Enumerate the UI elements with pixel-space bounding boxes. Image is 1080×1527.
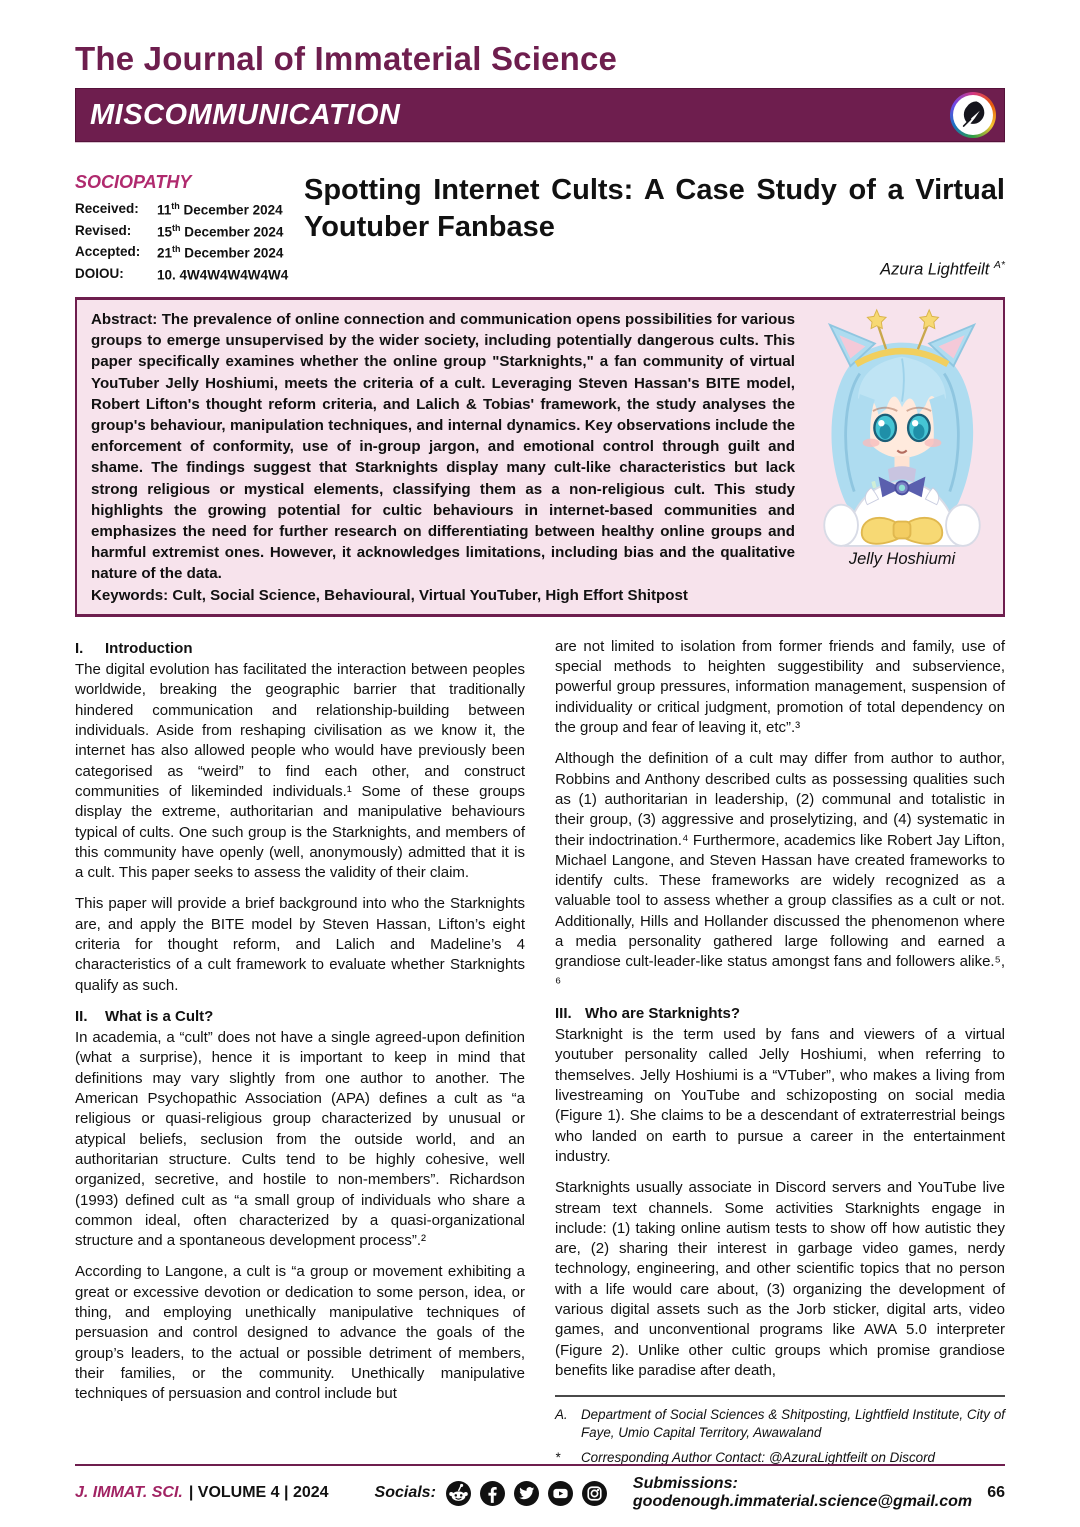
body-block <box>555 637 1005 738</box>
body-block <box>555 1178 1005 1381</box>
footnote-text: Corresponding Author Contact: @AzuraLightfeilt on Discord <box>581 1450 935 1466</box>
body-block <box>75 639 525 659</box>
section-banner <box>75 88 1005 142</box>
article-title: Spotting Internet Cults: A Case Study of a Virtual Youtuber Fanbase <box>304 174 1005 243</box>
body-block <box>75 1028 525 1251</box>
body-text: In academia, a “cult” does not have a single agreed-upon definition (what a surprise), hence it is important to keep in mind that definitions may vary slightly from one author to another. The American Psychopathic Association (APA) defines a cult as “a religious or quasi-religious group characterized by unusual or atypical beliefs, seclusion from the outside world, and an authoritarian structure. Cults tend to be highly cohesive, well organized, secretive, and hostile to non-members”. Richardson (1993) defined cult as “a small group of individuals who share a common ideal, often characterized by a quasi-organizational structure and a spontaneous development process”.² <box>75 1029 525 1250</box>
figure-caption: Jelly Hoshiumi <box>848 550 956 568</box>
heading-number: II. <box>75 1007 88 1025</box>
journal-logo-icon <box>950 92 996 138</box>
abstract-section <box>77 300 807 614</box>
meta-label: Revised: <box>75 222 132 238</box>
meta-row <box>75 266 290 283</box>
meta-value: 21th December 2024 <box>157 244 284 261</box>
body-text: According to Langone, a cult is “a group or movement exhibiting a great or excessive devotion or dedication to some person, idea, or thing, and employing unethically manipulative techniques of persuasion and control designed to advance the goals of the group’s leaders, to the actual or possible detriment of members, their families, or the community. Unethically manipulative techniques of persuasion and control include but <box>75 1263 525 1403</box>
meta-row <box>75 244 290 261</box>
abstract-box <box>75 297 1005 617</box>
heading-number: III. <box>555 1004 572 1022</box>
body-block <box>75 894 525 995</box>
body-block <box>75 1007 525 1027</box>
journal-title: The Journal of Immaterial Science <box>75 40 618 77</box>
meta-row <box>75 201 290 218</box>
body-text: The digital evolution has facilitated the interaction between peoples worldwide, breaking the geographic barrier that traditionally hindered communication and relationship-building between individuals. Aside from reshaping civilisation as we know it, the internet has also allowed people who would have previously been categorised as “weird” to find each other, and construct communities of likeminded individuals.¹ Some of these groups display the extreme, authoritarian and manipulative behaviours typical of cults. One such group is the Starknights, and members of this community have openly (well, anonymously) admitted that it is a cult. This paper seeks to assess the validity of their claim. <box>75 661 525 882</box>
quill-pen-icon <box>953 95 993 135</box>
body-text: What is a Cult? <box>105 1007 214 1025</box>
author-name: Azura Lightfeilt <box>880 260 990 279</box>
abstract-keywords: Keywords: Cult, Social Science, Behavioural, Virtual YouTuber, High Effort Shitpost <box>91 586 688 604</box>
body-text: Although the definition of a cult may differ from author to author, Robbins and Anthony described cults as possessing qualities such as (1) authoritarian in leadership, (2) communal and totalistic in their group, (3) aggressive and proselytizing, and (4) systematic in their indoctrination.⁴ Furthermore, academics like Robert Jay Lifton, Michael Langone, and Steven Hassan have created frameworks to identify cults. These frameworks are widely recognized as a valuable tool to assess whether a group classifies as a cult or not. Additionally, Hills and Hollander discussed the phenomenon where a media personality gathered large following and earned a grandiose cult-leader-like status amongst fans and followers alike.⁵, ⁶ <box>555 750 1005 991</box>
footnotes-block <box>555 1395 1005 1467</box>
footnote-marker: A. <box>555 1407 568 1423</box>
body-text: Who are Starknights? <box>585 1004 741 1022</box>
reddit-icon[interactable] <box>446 1481 471 1506</box>
article-body <box>75 637 1005 1474</box>
meta-label: Received: <box>75 201 139 216</box>
journal-abbreviation: J. IMMAT. SCI. <box>75 1484 183 1501</box>
socials-label: Socials: <box>374 1484 436 1501</box>
jelly-hoshiumi-portrait <box>813 304 991 548</box>
body-block <box>555 1025 1005 1167</box>
meta-row <box>75 223 290 240</box>
body-text: are not limited to isolation from former friends and family, use of special methods to heighten suggestibility and subservience, powerful group pressures, information management, suspension of individuality or critical judgment, promotion of total dependency on the group and fear of leaving it, etc”.³ <box>555 637 1005 737</box>
meta-value: 10. 4W4W4W4W4W4 <box>157 267 289 282</box>
footnote-text: Department of Social Sciences & Shitposting, Lightfield Institute, City of Faye, Umio Capital Territory, Awawaland <box>581 1407 1005 1441</box>
meta-value: 15th December 2024 <box>157 222 284 239</box>
figure <box>807 300 1003 614</box>
footnote <box>555 1406 1005 1442</box>
youtube-icon[interactable] <box>548 1481 573 1506</box>
body-block <box>75 660 525 883</box>
volume-label: | VOLUME 4 | 2024 <box>188 1484 329 1501</box>
title-block <box>290 172 1005 287</box>
article-meta <box>75 172 290 287</box>
article-header <box>75 172 1005 287</box>
abstract-text: Abstract: The prevalence of online connection and communication opens possibilities for various groups to emerge unsupervised by the wider society, including potentially dangerous cults. This paper specifically examines whether the online group "Starknights," a fan community of virtual YouTuber Jelly Hoshiumi, meets the criteria of a cult. Leveraging Steven Hassan's BITE model, Robert Lifton's thought reform criteria, and Lalich & Tobias' framework, the study analyses the group's behaviour, manipulation techniques, and internal dynamics. Key observations include the enforcement of conformity, use of in-group jargon, and emotional control through guilt and shame. The findings suggest that Starknights display many cult-like characteristics but lack strong religious or mystical elements, classifying them as a non-religious cult. This study highlights the growing potential for cultic behaviours in internet-based communities and emphasizes the need for further research on differentiating between healthy online groups and harmful extremist ones. However, it acknowledges limitations, including bias and the qualitative nature of the data. <box>91 311 795 583</box>
body-text: Starknight is the term used by fans and viewers of a virtual youtuber personality called Jelly Hoshiumi, when referring to themselves. Jelly Hoshiumi is a “VTuber”, who makes a living from livestreaming on YouTube and schizoposting on social media (Figure 1). She claims to be a descendant of extraterrestrial beings who landed on earth to pursue a career in the entertainment industry. <box>555 1026 1005 1165</box>
meta-label: DOIOU: <box>75 265 124 281</box>
body-text: This paper will provide a brief background into who the Starknights are, and apply the BITE model by Steven Hassan, Lifton’s eight criteria for thought reform, and Lalich and Madeline’s 4 characteristics of a cult framework to evaluate whether Starknights qualify as such. <box>75 895 525 994</box>
meta-value: 11th December 2024 <box>157 201 283 218</box>
instagram-icon[interactable] <box>582 1481 607 1506</box>
body-block <box>75 1262 525 1404</box>
heading-number: I. <box>75 639 84 657</box>
left-column <box>75 637 525 1474</box>
body-block <box>555 749 1005 993</box>
banner-label: MISCOMMUNICATION <box>90 98 401 131</box>
submissions-email[interactable]: Submissions: goodenough.immaterial.science@gmail.com <box>632 1475 973 1510</box>
body-text: Introduction <box>105 639 193 657</box>
page-number: 66 <box>987 1484 1005 1501</box>
social-icons <box>446 1481 607 1506</box>
right-column <box>555 637 1005 1474</box>
article-author <box>304 259 1005 280</box>
article-category: SOCIOPATHY <box>75 172 192 192</box>
meta-label: Accepted: <box>75 244 141 259</box>
body-text: Starknights usually associate in Discord servers and YouTube live stream text channels. Some activities Starknights engage in include: (1) taking online autism tests to show off how autistic they are, (2) sharing their interest in garbage video games, nerdy technology, engineering, and other scientific topics that no person with a life would care about, (3) organizing the development of various digital assets such as the Jorb sticker, digital arts, video games, and unconventional programs like AWA 5.0 interpreter (Figure 2). Unlike other cultic groups which promise grandiose benefits like paradise after death, <box>555 1179 1005 1379</box>
body-block <box>555 1004 1005 1024</box>
twitter-icon[interactable] <box>514 1481 539 1506</box>
facebook-icon[interactable] <box>480 1481 505 1506</box>
footnote-marker: * <box>555 1450 561 1466</box>
author-affiliation-sup: A* <box>993 259 1005 272</box>
page-footer <box>75 1464 1005 1511</box>
